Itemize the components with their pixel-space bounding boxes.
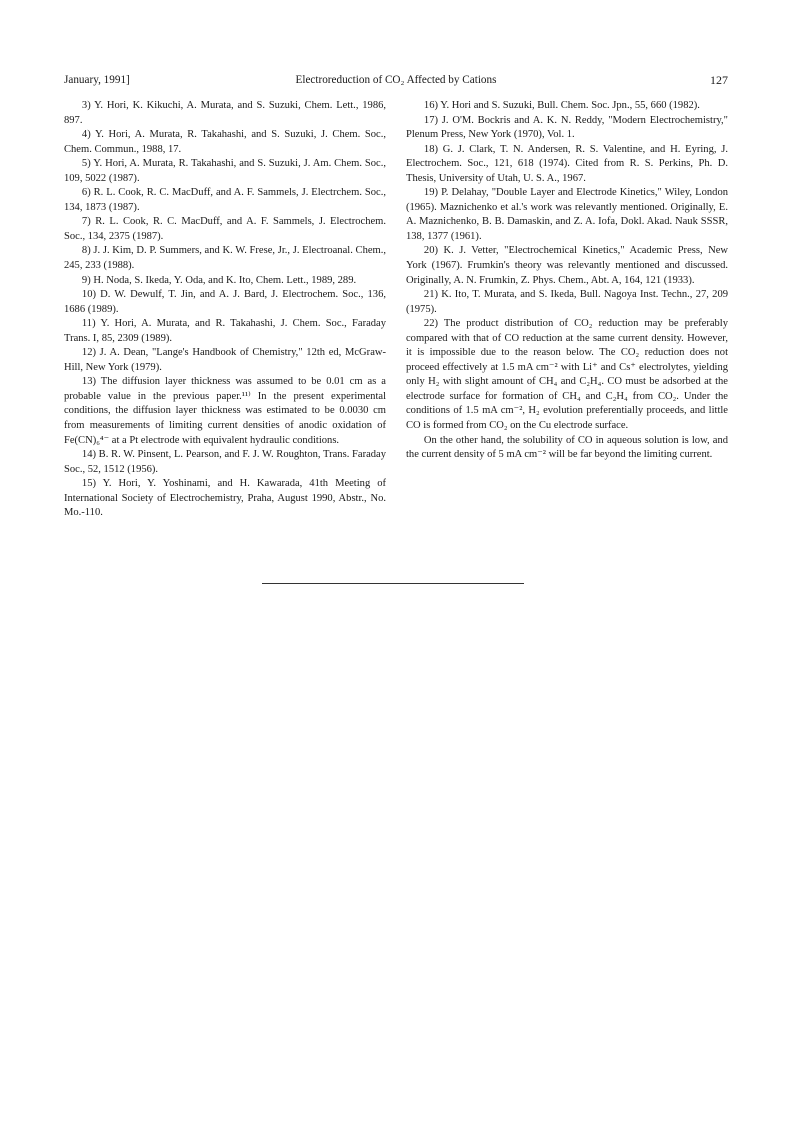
reference-entry: 18) G. J. Clark, T. N. Andersen, R. S. Valentine, and H. Eyring, J. Electrochem. Soc., 121, 618 (1974). Cited from R. S. Perkins, Ph. D. Thesis, University of Utah, U. S. A., 1967. [406, 143, 728, 184]
reference-entry: 17) J. O'M. Bockris and A. K. N. Reddy, "Modern Electrochemistry," Plenum Press, New York (1970), Vol. 1. [406, 114, 728, 141]
reference-entry: 11) Y. Hori, A. Murata, and R. Takahashi, J. Chem. Soc., Faraday Trans. I, 85, 2309 (1989). [64, 318, 386, 344]
reference-entry: 5) Y. Hori, A. Murata, R. Takahashi, and S. Suzuki, J. Am. Chem. Soc., 109, 5022 (1987). [64, 158, 386, 184]
reference-entry: 14) B. R. W. Pinsent, L. Pearson, and F. J. W. Roughton, Trans. Faraday Soc., 52, 1512 (1956). [64, 449, 386, 475]
note-paragraph: On the other hand, the solubility of CO in aqueous solution is low, and the current density of 5 mA cm⁻² will be far beyond the limiting current. [406, 434, 728, 461]
reference-entry: 16) Y. Hori and S. Suzuki, Bull. Chem. Soc. Jpn., 55, 660 (1982). [423, 100, 700, 111]
reference-entry: 3) Y. Hori, K. Kikuchi, A. Murata, and S. Suzuki, Chem. Lett., 1986, 897. [64, 100, 386, 126]
page-number: 127 [710, 73, 728, 87]
reference-entry: 10) D. W. Dewulf, T. Jin, and A. J. Bard, J. Electrochem. Soc., 136, 1686 (1989). [64, 289, 386, 315]
reference-entry: 6) R. L. Cook, R. C. MacDuff, and A. F. Sammels, J. Electrchem. Soc., 134, 1873 (1987). [64, 187, 386, 213]
reference-entry: 19) P. Delahay, "Double Layer and Electrode Kinetics," Wiley, London (1965). Maznichenko et al.'s work was relevantly mentioned. Originally, E. A. Maznichenko, B. B. Damaskin, and Z. A. Iofa, Dokl. Akad. Nauk SSSR, 138, 1377 (1961). [406, 187, 728, 242]
reference-entry: 15) Y. Hori, Y. Yoshinami, and H. Kawarada, 41th Meeting of International Society of Electrochemistry, Praha, August 1990, Abstr., No. Mo.-110. [64, 478, 386, 519]
reference-entry: 20) K. J. Vetter, "Electrochemical Kinetics," Academic Press, New York (1967). Frumkin's theory was relevantly mentioned and discussed. Originally, A. N. Frumkin, Z. Phys. Chem., Abt. A, 164, 121 (1933). [406, 245, 728, 286]
running-header [64, 72, 728, 88]
reference-entry: 9) H. Noda, S. Ikeda, Y. Oda, and K. Ito, Chem. Lett., 1989, 289. [81, 274, 357, 286]
end-rule [262, 583, 524, 584]
reference-entry: 7) R. L. Cook, R. C. MacDuff, and A. F. Sammels, J. Electrochem. Soc., 134, 2375 (1987). [64, 216, 386, 242]
reference-entry: 22) The product distribution of CO₂ reduction may be preferably compared with that of CO reduction at the same current density. However, it is impossible due to the reason below. The CO₂ reduction does not proceed effectively at 1.5 mA cm⁻² with Li⁺ and Cs⁺ electrolytes, yielding only H₂ with slight amount of CH₄ and C₂H₄. CO must be adsorbed at the electrode surface for formation of CH₄ and C₂H₄ from CO₂. Under the conditions of 1.5 mA cm⁻², H₂ evolution preferentially proceeds, and little CO is formed from CO₂ on the Cu electrode surface. [406, 318, 728, 432]
running-title: Electroreduction of CO₂ Affected by Cations [295, 74, 497, 86]
references-right-column [406, 99, 728, 463]
reference-entry: 12) J. A. Dean, "Lange's Handbook of Chemistry," 12th ed, McGraw-Hill, New York (1979). [64, 347, 386, 373]
issue-date: January, 1991] [64, 74, 130, 86]
reference-entry: 13) The diffusion layer thickness was assumed to be 0.01 cm as a probable value in the previous paper.¹¹⁾ In the present experimental conditions, the diffusion layer thickness was estimated to be 0.0030 cm from measurements of limiting current densities of anodic oxidation of Fe(CN)₆⁴⁻ at a Pt electrode with equivalent hydraulic conditions. [64, 376, 386, 446]
reference-entry: 21) K. Ito, T. Murata, and S. Ikeda, Bull. Nagoya Inst. Techn., 27, 209 (1975). [406, 289, 728, 315]
reference-entry: 4) Y. Hori, A. Murata, R. Takahashi, and S. Suzuki, J. Chem. Soc., Chem. Commun., 1988, 17. [64, 129, 386, 155]
references-left-column [64, 99, 386, 521]
reference-entry: 8) J. J. Kim, D. P. Summers, and K. W. Frese, Jr., J. Electroanal. Chem., 245, 233 (1988). [64, 245, 386, 272]
